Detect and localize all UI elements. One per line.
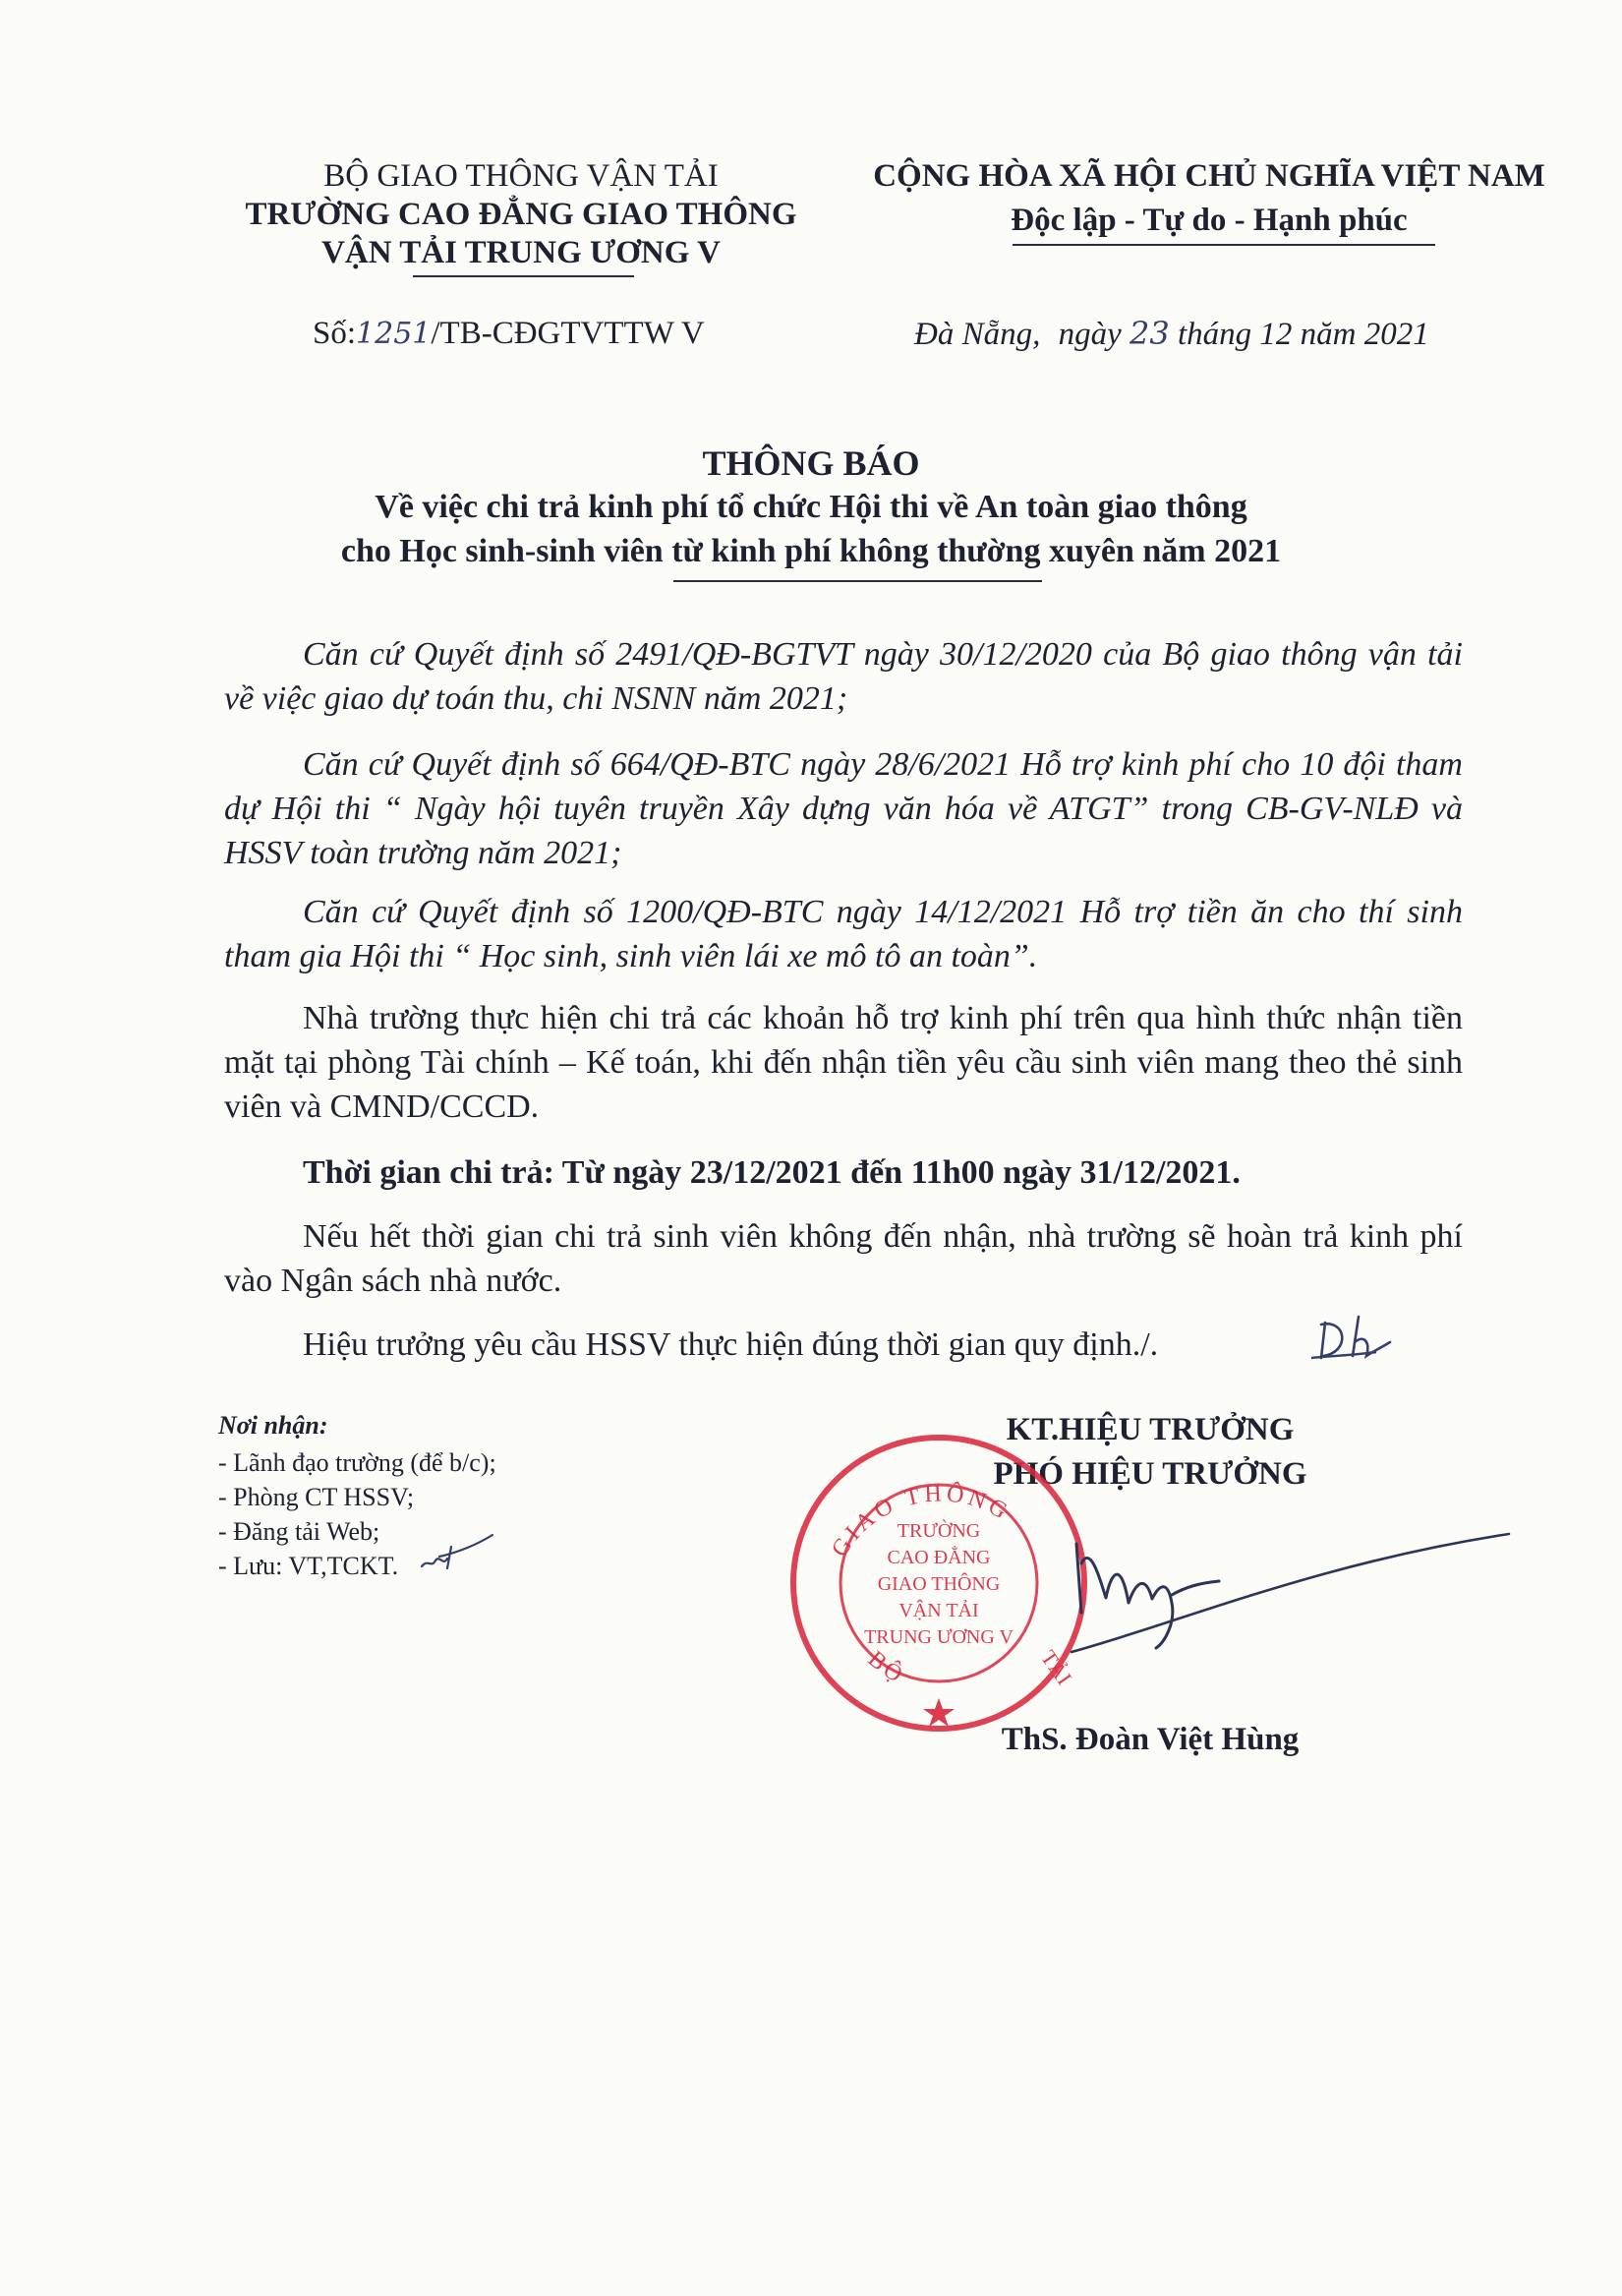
request-text: Hiệu trưởng yêu cầu HSSV thực hiện đúng thời gian quy định./.	[303, 1326, 1159, 1363]
recipient-item: - Phòng CT HSSV;	[218, 1483, 415, 1511]
document-subject-line2: cho Học sinh-sinh viên từ kinh phí không thường xuyên năm 2021	[340, 533, 1282, 569]
date-place: Đà Nẵng,	[914, 317, 1041, 352]
left-header-rule	[413, 275, 634, 277]
request-paragraph	[224, 1323, 1463, 1367]
reference-handwritten-number: 1251	[356, 317, 432, 351]
handwritten-recipient-mark	[418, 1529, 496, 1578]
document-subject-line1: Về việc chi trả kinh phí tổ chức Hội thi về An toàn giao thông	[375, 489, 1247, 525]
stamp-ring-right-text: TẢI	[1035, 1645, 1077, 1689]
document-title: THÔNG BÁO	[702, 443, 920, 483]
right-header-rule	[1013, 244, 1435, 246]
ministry-name: BỘ GIAO THÔNG VẬN TẢI	[323, 158, 719, 194]
basis-text-2: Căn cứ Quyết định số 664/QĐ-BTC ngày 28/6/2021 Hỗ trợ kinh phí cho 10 đội tham dự Hội thi “ Ngày hội tuyên truyền Xây dựng văn hóa về ATGT” trong CB-GV-NLĐ và HSSV toàn trường năm 2021;	[224, 746, 1463, 871]
recipient-item: - Đăng tải Web;	[218, 1517, 380, 1546]
stamp-ring-top-text: GIAO THÔNG	[827, 1481, 1015, 1562]
refund-text: Nếu hết thời gian chi trả sinh viên không đến nhận, nhà trường sẽ hoàn trả kinh phí vào Ngân sách nhà nước.	[224, 1218, 1463, 1299]
handwritten-initials	[1307, 1313, 1396, 1367]
official-seal-stamp	[786, 1431, 1091, 1736]
stamp-ring-bottom-text: BỘ	[862, 1646, 910, 1690]
handwritten-signature	[1062, 1504, 1514, 1672]
refund-paragraph	[224, 1214, 1463, 1303]
recipients-title: Nơi nhận:	[218, 1411, 328, 1440]
stamp-center-line: TRƯỜNG	[897, 1520, 981, 1542]
stamp-center-line: CAO ĐẲNG	[887, 1547, 991, 1568]
stamp-center-line: VẬN TẢI	[898, 1600, 979, 1621]
signature-title-line1: KT.HIỆU TRƯỞNG	[1006, 1412, 1295, 1447]
basis-text-3: Căn cứ Quyết định số 1200/QĐ-BTC ngày 14/12/2021 Hỗ trợ tiền ăn cho thí sinh tham gia Hội thi “ Học sinh, sinh viên lái xe mô tô an toàn”.	[224, 894, 1463, 974]
basis-text-1: Căn cứ Quyết định số 2491/QĐ-BGTVT ngày 30/12/2020 của Bộ giao thông vận tải về việc giao dự toán thu, chi NSNN năm 2021;	[224, 636, 1463, 717]
stamp-center-line: TRUNG ƯƠNG V	[864, 1626, 1014, 1648]
recipient-item: - Lãnh đạo trường (để b/c);	[218, 1448, 496, 1477]
signature-title-line2: PHÓ HIỆU TRƯỞNG	[993, 1456, 1307, 1492]
country-name: CỘNG HÒA XÃ HỘI CHỦ NGHĨA VIỆT NAM	[873, 158, 1545, 194]
school-name-line2: VẬN TẢI TRUNG ƯƠNG V	[321, 235, 721, 270]
subject-underline	[673, 580, 1042, 582]
national-motto: Độc lập - Tự do - Hạnh phúc	[1011, 203, 1408, 238]
school-name-line1: TRƯỜNG CAO ĐẲNG GIAO THÔNG	[245, 197, 797, 232]
basis-paragraph-1	[224, 632, 1463, 721]
date-line	[914, 315, 1429, 354]
basis-paragraph-3	[224, 890, 1463, 978]
reference-number	[313, 315, 705, 353]
reference-prefix: Số:	[313, 316, 357, 351]
payment-paragraph	[224, 996, 1463, 1129]
payment-time-text: Thời gian chi trả: Từ ngày 23/12/2021 đến 11h00 ngày 31/12/2021.	[303, 1154, 1241, 1191]
recipient-item: - Lưu: VT,TCKT.	[218, 1552, 399, 1580]
payment-text: Nhà trường thực hiện chi trả các khoản hỗ trợ kinh phí trên qua hình thức nhận tiền mặt tại phòng Tài chính – Kế toán, khi đến nhận tiền yêu cầu sinh viên mang theo thẻ sinh viên và CMND/CCCD.	[224, 1000, 1463, 1125]
reference-suffix: /TB-CĐGTVTTW V	[431, 316, 705, 351]
date-handwritten-day: 23	[1130, 315, 1170, 352]
payment-time-paragraph	[224, 1150, 1463, 1195]
basis-paragraph-2	[224, 742, 1463, 875]
date-day-label: ngày	[1058, 317, 1122, 352]
stamp-center-line: GIAO THÔNG	[877, 1573, 1001, 1595]
signatory-name: ThS. Đoàn Việt Hùng	[1001, 1722, 1300, 1757]
date-rest: tháng 12 năm 2021	[1177, 317, 1429, 352]
